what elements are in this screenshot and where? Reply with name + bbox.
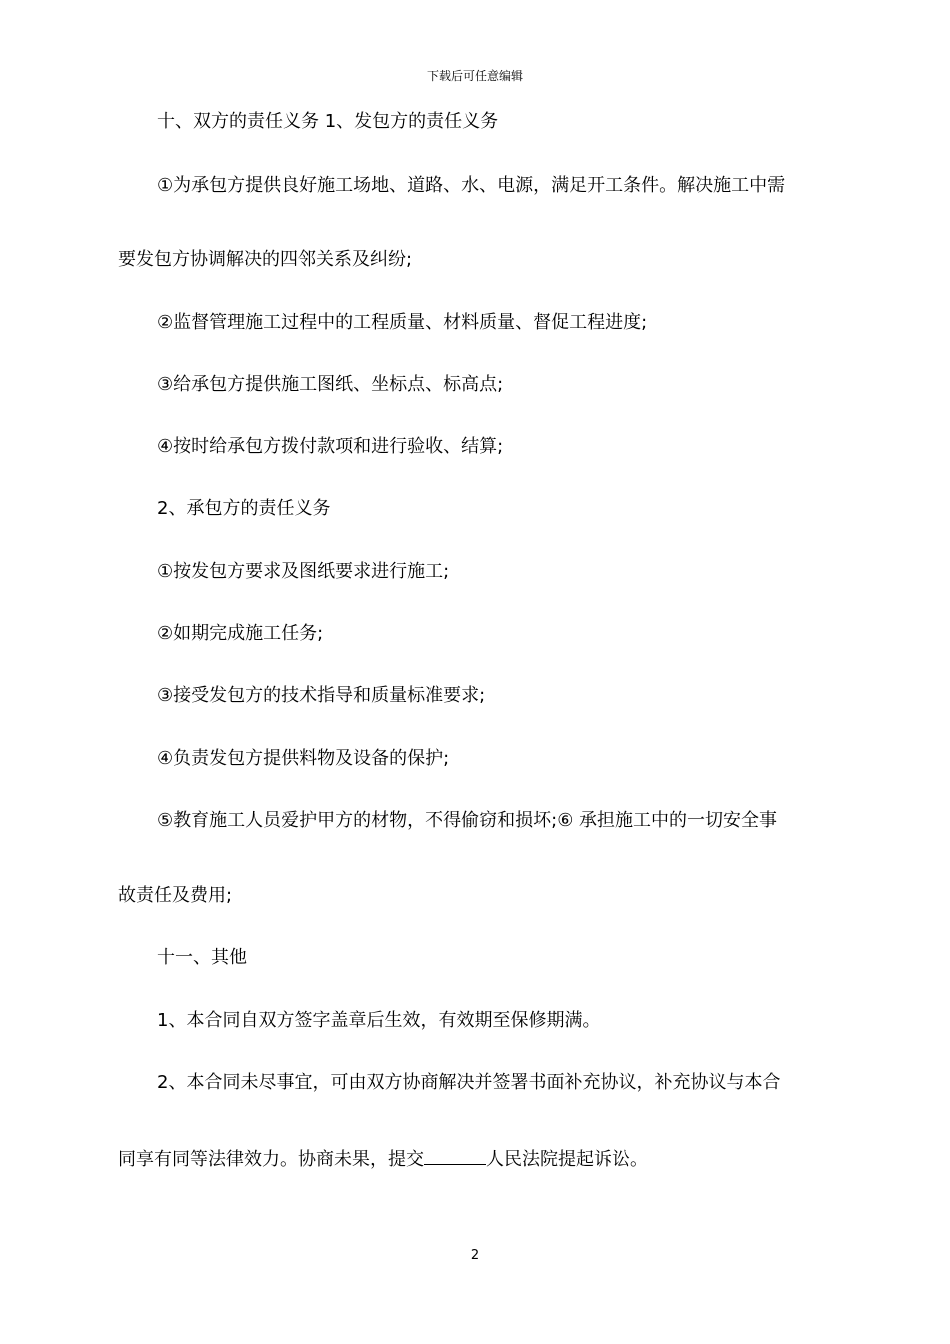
paragraph-line: ①为承包方提供良好施工场地、道路、水、电源，满足开工条件。解决施工中需 — [157, 175, 786, 196]
paragraph-line — [118, 1146, 838, 1172]
section-heading: 十一、其他 — [157, 947, 247, 968]
paragraph-line: 故责任及费用; — [118, 885, 233, 906]
paragraph-line: ③接受发包方的技术指导和质量标准要求; — [157, 685, 486, 706]
paragraph-line: ④按时给承包方拨付款项和进行验收、结算; — [157, 436, 504, 457]
section-heading: 2、承包方的责任义务 — [157, 498, 331, 519]
paragraph-line: 1、本合同自双方签字盖章后生效，有效期至保修期满。 — [157, 1010, 601, 1031]
fill-in-blank — [424, 1146, 486, 1165]
paragraph-line: ④负责发包方提供料物及设备的保护; — [157, 748, 450, 769]
line-text-after-blank: 人民法院提起诉讼。 — [486, 1149, 648, 1170]
paragraph-line: ②如期完成施工任务; — [157, 623, 324, 644]
page-number: 2 — [470, 1248, 480, 1263]
section-heading: 十、双方的责任义务 1、发包方的责任义务 — [157, 111, 499, 132]
page-header: 下载后可任意编辑 — [426, 69, 523, 83]
paragraph-line: ②监督管理施工过程中的工程质量、材料质量、督促工程进度; — [157, 312, 648, 333]
paragraph-line: 要发包方协调解决的四邻关系及纠纷; — [118, 249, 413, 270]
paragraph-line: 2、本合同未尽事宜，可由双方协商解决并签署书面补充协议，补充协议与本合 — [157, 1072, 781, 1093]
paragraph-line: ③给承包方提供施工图纸、坐标点、标高点; — [157, 374, 504, 395]
line-text-before-blank: 同享有同等法律效力。协商未果，提交 — [118, 1149, 424, 1170]
paragraph-line: ⑤教育施工人员爱护甲方的材物，不得偷窃和损坏;⑥ 承担施工中的一切安全事 — [157, 810, 778, 831]
paragraph-line: ①按发包方要求及图纸要求进行施工; — [157, 561, 450, 582]
